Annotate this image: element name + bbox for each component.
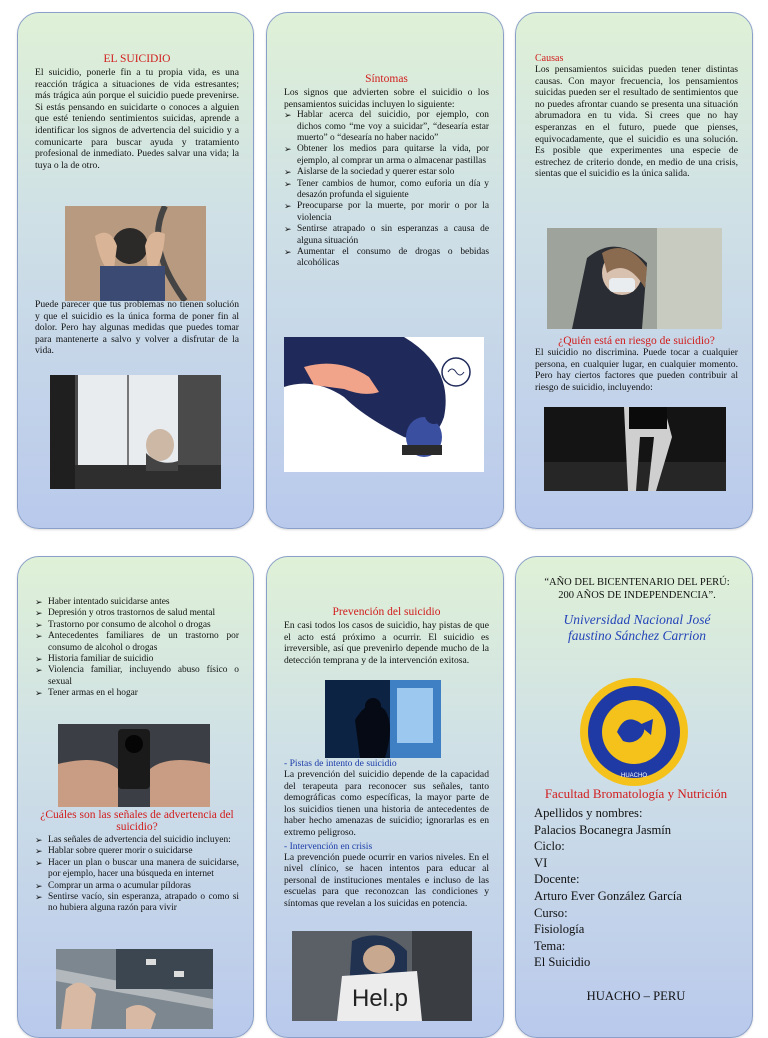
panel-content-2 (35, 809, 239, 915)
list-item: ➢ Aumentar el consumo de drogas o bebidas alcohólicas (284, 247, 489, 270)
list-item: ➢ Tener armas en el hogar (35, 688, 239, 699)
panel-causas (515, 12, 753, 529)
panel-title: Causas (535, 53, 564, 64)
woman-with-mask-photo (547, 228, 722, 329)
list-item: ➢ Sentirse atrapado o sin esperanzas a causa de alguna situación (284, 224, 489, 247)
list-item: ➢ Hacer un plan o buscar una manera de suicidarse, por ejemplo, hacer una búsqueda en internet (35, 858, 239, 881)
panel-prevencion (266, 556, 504, 1038)
crisis-paragraph: La prevención puede ocurrir en varios niveles. En el nivel clínico, se hacen intentos para educar al personal de instituciones mentales e incluso de las escuelas para que reconozcan las condiciones y síntomas que revelan a los suicidas en potencia. (284, 851, 489, 909)
panel-content (535, 13, 738, 180)
list-item: ➢ Tener cambios de humor, como euforia un día y desazón profunda el siguiente (284, 179, 489, 202)
list-item: ➢ Hablar sobre querer morir o suicidarse (35, 846, 239, 857)
city-text: HUACHO – PERU (586, 988, 686, 1003)
year-title: “AÑO DEL BICENTENARIO DEL PERÚ: 200 AÑOS DE INDEPENDENCIA”. (544, 577, 730, 601)
panel-content (35, 13, 239, 171)
panel-el-suicidio (17, 12, 254, 529)
bridge-hands-photo (56, 949, 213, 1029)
list-item: ➢ Hablar acerca del suicidio, por ejemplo, con dichos como “me voy a suicidar”, “desearía estar muerto” o “desearía no haber nacido” (284, 110, 489, 144)
woman-by-window-photo (50, 375, 221, 489)
faculty-name: Facultad Bromatología y Nutrición (544, 786, 728, 801)
help-sign-photo (292, 931, 472, 1021)
risk-factors-list (35, 597, 239, 700)
university-name: Universidad Nacional José faustino Sánchez Carrion (563, 612, 711, 643)
clues-paragraph: La prevención del suicidio depende de la capacidad del terapeuta para reconocer sus señales, tanto demográficas como específicas, la mayor parte de los suicidios tienen una historia de antecedentes de haber hecho amenazas de suicidio; ignorarlas es en extremo peligroso. (284, 769, 489, 838)
info-line: Curso: (534, 905, 568, 920)
cover-details (534, 786, 738, 1004)
cover-content (544, 577, 730, 644)
panel-content (35, 557, 239, 700)
list-item: ➢ Las señales de advertencia del suicidio incluyen: (35, 835, 239, 846)
list-item: ➢ Violencia familiar, incluyendo abuso físico o sexual (35, 665, 239, 688)
panel-content (284, 557, 489, 666)
info-line: Apellidos y nombres: (534, 806, 643, 820)
dark-figure-legs-photo (544, 407, 726, 491)
risk-title: ¿Quién está en riesgo de suicidio? (558, 335, 715, 347)
list-item: ➢ Obtener los medios para quitarse la vida, por ejemplo, al comprar un arma o almacenar pastillas (284, 144, 489, 167)
list-item: ➢ Haber intentado suicidarse antes (35, 597, 239, 608)
warning-signs-list (35, 835, 239, 915)
panel-title: Prevención del suicidio (332, 606, 441, 618)
info-line: Docente: (534, 872, 580, 887)
seal-bottom-text: HUACHO (620, 773, 648, 779)
panel-sintomas (266, 12, 504, 529)
second-paragraph: Puede parecer que tus problemas no tienen solución y que el suicidio es la única forma de poner fin al dolor. Pero hay algunas medidas que puedes tomar para mantenerte a salvo y volver a disfrutar de la vida. (35, 299, 239, 357)
list-item: ➢ Trastorno por consumo de alcohol o drogas (35, 620, 239, 631)
info-line: El Suicidio (534, 955, 591, 970)
panel-content-2 (284, 758, 489, 910)
panel-portada (515, 556, 753, 1038)
info-line: VI (534, 855, 548, 870)
handgun-photo (58, 724, 210, 807)
panel-title: Síntomas (365, 73, 408, 85)
panel-content-2 (35, 299, 239, 357)
list-item: ➢ Depresión y otros trastornos de salud mental (35, 608, 239, 619)
clues-subtitle: - Pistas de intento de suicidio (284, 758, 397, 769)
list-item: ➢ Sentirse vacío, sin esperanza, atrapado o como si no hubiera alguna razón para vivir (35, 892, 239, 915)
info-line: Fisiología (534, 922, 585, 937)
list-item: ➢ Comprar un arma o acumular píldoras (35, 881, 239, 892)
risk-paragraph: El suicidio no discrimina. Puede tocar a cualquier persona, en cualquier lugar, en cualquier momento. Pero hay ciertos factores que pueden contribuir al riesgo de suicidio, incluyendo: (535, 347, 738, 393)
panel-factores-riesgo (17, 556, 254, 1038)
list-item: ➢ Aislarse de la sociedad y querer estar solo (284, 167, 489, 178)
student-info (534, 805, 738, 971)
intro-paragraph: Los signos que advierten sobre el suicidio o los pensamientos suicidas incluyen lo siguiente: (284, 87, 489, 110)
list-item: ➢ Historia familiar de suicidio (35, 654, 239, 665)
panel-content-2 (535, 335, 738, 393)
university-seal-icon (579, 677, 689, 787)
intro-paragraph: El suicidio, ponerle fin a tu propia vida, es una reacción trágica a situaciones de vida estresantes; más trágica aún porque el suicidio puede prevenirse. Si estás pensando en suicidarte o conoces a alguien que esté teniendo sentimientos suicidas, aprende a identificar los signos de advertencia del suicidio y a comunicarte para buscar ayuda y tratamiento profesional de inmediato. Puedes salvar una vida; la tuya o la de otro. (35, 67, 239, 171)
info-line: Palacios Bocanegra Jasmín (534, 822, 672, 837)
panel-content (284, 13, 489, 270)
panel-title: EL SUICIDIO (103, 53, 171, 65)
crisis-subtitle: - Intervención en crisis (284, 840, 373, 852)
info-line: Tema: (534, 938, 566, 953)
info-line: Ciclo: (534, 839, 565, 854)
symptoms-list (284, 110, 489, 270)
warning-signs-title: ¿Cuáles son las señales de advertencia del suicidio? (40, 809, 234, 833)
distressed-man-photo (65, 206, 206, 301)
man-in-dark-room-photo (325, 680, 441, 758)
info-line: Arturo Ever González García (534, 888, 682, 903)
list-item: ➢ Antecedentes familiares de un trastorno por consumo de alcohol o drogas (35, 631, 239, 654)
prevention-paragraph: En casi todos los casos de suicidio, hay pistas de que el acto está próximo a ocurrir. El suicidio es irreversible, así que prevenirlo depende mucho de la detección temprana y de la intervención exitosa. (284, 620, 489, 666)
helping-hand-illustration (284, 337, 484, 472)
causes-paragraph: Los pensamientos suicidas pueden tener distintas causas. Con mayor frecuencia, los pensamientos suicidas pueden ser el resultado de sentimientos que no puedes afrontar cuando se presenta una situación abrumadora en tu vida. Si crees que no hay esperanzas en el futuro, puede que pienses, equivocadamente, que el suicidio es una solución. Es posible que experimentes una especie de estrechez de criterio donde, en medio de una crisis, sientas que el suicidio es la única salida. (535, 64, 738, 180)
list-item: ➢ Preocuparse por la muerte, por morir o por la violencia (284, 201, 489, 224)
help-sign-text: Hel.p (351, 985, 409, 1012)
